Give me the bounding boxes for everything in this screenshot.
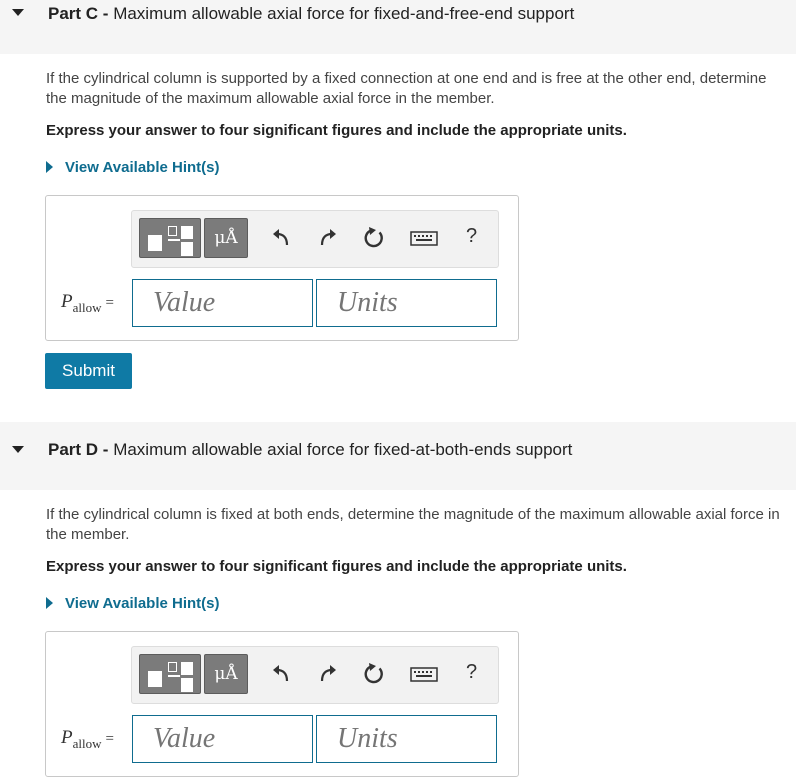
reset-icon[interactable] <box>361 225 387 251</box>
units-input[interactable] <box>316 279 497 327</box>
keyboard-icon[interactable] <box>409 661 439 687</box>
value-input[interactable] <box>132 279 313 327</box>
units-input[interactable] <box>316 715 497 763</box>
undo-icon[interactable] <box>269 225 295 251</box>
part-d-header[interactable] <box>0 422 796 490</box>
expand-triangle-icon <box>46 597 53 609</box>
answer-variable-label: $P_{allow}$ = <box>61 727 114 751</box>
units-button[interactable]: μÅ <box>204 654 248 694</box>
part-d-answer-box <box>45 631 519 777</box>
redo-icon[interactable] <box>314 225 340 251</box>
templates-icon[interactable] <box>139 654 201 694</box>
part-c-answer-box <box>45 195 519 341</box>
part-c-question: If the cylindrical column is supported by a fixed connection at one end and is free at the other end, determine the magnitude of the maximum allowable axial force in the member. <box>46 70 767 107</box>
help-icon[interactable]: ? <box>466 225 478 247</box>
collapse-caret-icon[interactable] <box>12 446 24 453</box>
math-toolbar <box>131 646 499 704</box>
part-d-title: Part D - Maximum allowable axial force for fixed-at-both-ends support <box>48 440 573 459</box>
expand-triangle-icon <box>46 161 53 173</box>
units-button[interactable]: μÅ <box>204 218 248 258</box>
submit-button[interactable]: Submit <box>45 353 132 389</box>
part-c-header[interactable] <box>0 0 796 54</box>
undo-icon[interactable] <box>269 661 295 687</box>
templates-icon[interactable] <box>139 218 201 258</box>
keyboard-icon[interactable] <box>409 225 439 251</box>
part-c-hint-link[interactable]: View Available Hint(s) <box>46 159 220 176</box>
reset-icon[interactable] <box>361 661 387 687</box>
math-toolbar <box>131 210 499 268</box>
part-d-instruction: Express your answer to four significant figures and include the appropriate units. <box>46 558 627 575</box>
value-input[interactable] <box>132 715 313 763</box>
part-d-question: If the cylindrical column is fixed at both ends, determine the magnitude of the maximum allowable axial force in the member. <box>46 506 780 543</box>
part-c-instruction: Express your answer to four significant figures and include the appropriate units. <box>46 122 627 139</box>
redo-icon[interactable] <box>314 661 340 687</box>
collapse-caret-icon[interactable] <box>12 9 24 16</box>
part-d-hint-link[interactable]: View Available Hint(s) <box>46 595 220 612</box>
help-icon[interactable]: ? <box>466 661 478 683</box>
part-c-title: Part C - Maximum allowable axial force for fixed-and-free-end support <box>48 4 575 23</box>
answer-variable-label: $P_{allow}$ = <box>61 291 114 315</box>
